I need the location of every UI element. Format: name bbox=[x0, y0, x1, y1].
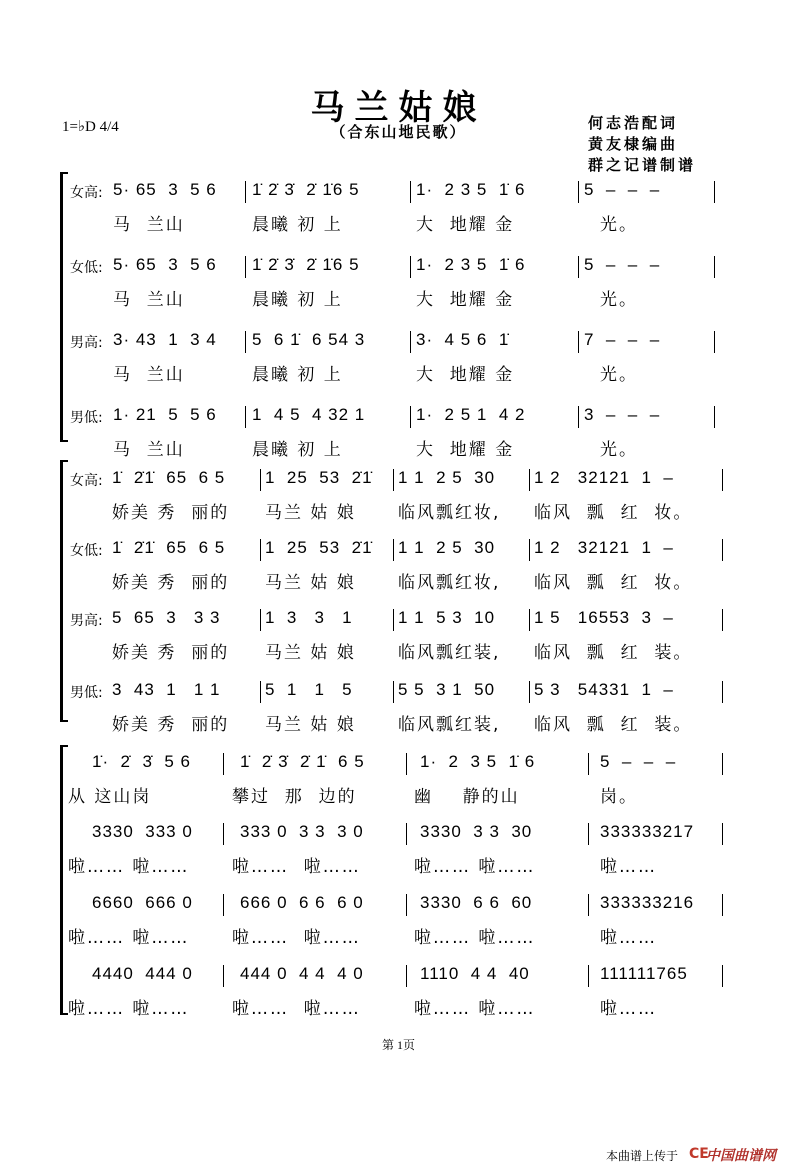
lyric-text: 临风 瓢 红 妆。 bbox=[534, 573, 693, 593]
voice-label: 女高: bbox=[70, 185, 103, 201]
barline bbox=[722, 539, 723, 561]
measure-notes: 1110 4 4 40 bbox=[420, 964, 530, 983]
measure-notes: 5· 65 3 5 6 bbox=[113, 255, 217, 274]
measure-notes: 1̇ 2̇ 3̇ 2̇ 1̇ 6 5 bbox=[240, 752, 365, 771]
credit-transcriber: 群之记谱制谱 bbox=[588, 156, 697, 174]
lyric-text: 啦…… 啦…… bbox=[232, 928, 361, 948]
measure-notes: 5· 65 3 5 6 bbox=[113, 180, 217, 199]
barline bbox=[223, 894, 224, 916]
barline bbox=[245, 181, 246, 203]
measure-notes: 5 – – – bbox=[600, 752, 677, 771]
measure-notes: 5 6 1̇ 6 54 3 bbox=[252, 330, 366, 349]
measure-notes: 1 3 3 1 bbox=[265, 608, 353, 627]
barline bbox=[260, 609, 261, 631]
measure-notes: 1 25 53 2̇1̇ bbox=[265, 538, 373, 557]
barline bbox=[578, 181, 579, 203]
measure-notes: 1̇· 2̇ 3̇ 5 6 bbox=[92, 752, 191, 771]
barline bbox=[406, 823, 407, 845]
lyric-text: 攀过 那 边的 bbox=[232, 787, 357, 807]
barline bbox=[722, 894, 723, 916]
measure-notes: 1̇ 2̇ 3̇ 2̇ 1̇6 5 bbox=[252, 180, 360, 199]
barline bbox=[223, 823, 224, 845]
measure-notes: 1 25 53 2̇1̇ bbox=[265, 468, 373, 487]
voice-label: 女低: bbox=[70, 260, 103, 276]
barline bbox=[260, 469, 261, 491]
voice-label: 男高: bbox=[70, 335, 103, 351]
barline bbox=[393, 539, 394, 561]
lyric-text: 啦…… 啦…… bbox=[68, 999, 190, 1019]
barline bbox=[578, 406, 579, 428]
barline bbox=[260, 681, 261, 703]
barline bbox=[588, 823, 589, 845]
barline bbox=[410, 181, 411, 203]
voice-label: 女低: bbox=[70, 543, 103, 559]
lyric-text: 啦…… 啦…… bbox=[232, 857, 361, 877]
barline bbox=[410, 406, 411, 428]
barline bbox=[529, 609, 530, 631]
lyric-text: 大 地耀 金 bbox=[416, 215, 515, 235]
lyric-text: 光。 bbox=[600, 290, 638, 310]
lyric-text: 幽 静的山 bbox=[414, 787, 520, 807]
page-number: 第 1页 bbox=[381, 1038, 415, 1052]
measure-notes: 1̇ 2̇1̇ 65 6 5 bbox=[112, 538, 226, 557]
measure-notes: 3330 333 0 bbox=[92, 822, 193, 841]
measure-notes: 666 0 6 6 6 0 bbox=[240, 893, 364, 912]
lyric-text: 大 地耀 金 bbox=[416, 290, 515, 310]
measure-notes: 1· 21 5 5 6 bbox=[113, 405, 217, 424]
barline bbox=[588, 894, 589, 916]
measure-notes: 3· 43 1 3 4 bbox=[113, 330, 217, 349]
barline bbox=[722, 965, 723, 987]
lyric-text: 临风瓢红妆, bbox=[398, 573, 501, 593]
measure-notes: 1 1 5 3 10 bbox=[398, 608, 496, 627]
lyric-text: 晨曦 初 上 bbox=[252, 440, 343, 460]
lyric-text: 光。 bbox=[600, 440, 638, 460]
lyric-text: 娇美 秀 丽的 bbox=[112, 643, 230, 663]
measure-notes: 6660 666 0 bbox=[92, 893, 193, 912]
lyric-text: 岗。 bbox=[600, 787, 638, 807]
barline bbox=[722, 609, 723, 631]
measure-notes: 1· 2 3 5 1̇ 6 bbox=[420, 752, 536, 771]
measure-notes: 333333217 bbox=[600, 822, 695, 841]
lyric-text: 马 兰山 bbox=[113, 440, 185, 460]
barline bbox=[245, 406, 246, 428]
lyric-text: 大 地耀 金 bbox=[416, 440, 515, 460]
measure-notes: 3330 3 3 30 bbox=[420, 822, 533, 841]
lyric-text: 啦…… bbox=[600, 999, 657, 1019]
barline bbox=[529, 681, 530, 703]
lyric-text: 从 这山岗 bbox=[68, 787, 152, 807]
credit-arranger: 黄友棣编曲 bbox=[588, 135, 679, 153]
barline bbox=[393, 681, 394, 703]
barline bbox=[588, 753, 589, 775]
lyric-text: 马兰 姑 娘 bbox=[265, 503, 356, 523]
lyric-text: 啦…… 啦…… bbox=[414, 999, 536, 1019]
song-subtitle: （合东山地民歌） bbox=[330, 123, 467, 141]
voice-label: 男低: bbox=[70, 410, 103, 426]
barline bbox=[223, 753, 224, 775]
lyric-text: 啦…… 啦…… bbox=[68, 928, 190, 948]
measure-notes: 1 2 32121 1 – bbox=[534, 468, 674, 487]
lyric-text: 啦…… 啦…… bbox=[68, 857, 190, 877]
lyric-text: 临风 瓢 红 妆。 bbox=[534, 503, 693, 523]
barline bbox=[722, 681, 723, 703]
measure-notes: 4440 444 0 bbox=[92, 964, 193, 983]
lyric-text: 马 兰山 bbox=[113, 290, 185, 310]
measure-notes: 444 0 4 4 4 0 bbox=[240, 964, 364, 983]
system-bracket bbox=[60, 172, 63, 442]
measure-notes: 3· 4 5 6 1̇ bbox=[416, 330, 510, 349]
lyric-text: 啦…… 啦…… bbox=[414, 857, 536, 877]
barline bbox=[722, 469, 723, 491]
lyric-text: 临风 瓢 红 装。 bbox=[534, 643, 693, 663]
barline bbox=[245, 331, 246, 353]
barline bbox=[578, 256, 579, 278]
lyric-text: 马 兰山 bbox=[113, 215, 185, 235]
barline bbox=[714, 331, 715, 353]
measure-notes: 7 – – – bbox=[584, 330, 661, 349]
measure-notes: 5 – – – bbox=[584, 255, 661, 274]
upload-note: 本曲谱上传于 bbox=[606, 1149, 679, 1163]
system-bracket bbox=[60, 460, 63, 722]
lyric-text: 马 兰山 bbox=[113, 365, 185, 385]
barline bbox=[245, 256, 246, 278]
song-title: 马兰姑娘 bbox=[310, 88, 487, 128]
barline bbox=[714, 256, 715, 278]
measure-notes: 333333216 bbox=[600, 893, 695, 912]
measure-notes: 1 1 2 5 30 bbox=[398, 538, 496, 557]
lyric-text: 马兰 姑 娘 bbox=[265, 643, 356, 663]
lyric-text: 啦…… bbox=[600, 857, 657, 877]
credit-lyricist: 何志浩配词 bbox=[588, 114, 679, 132]
measure-notes: 1 1 2 5 30 bbox=[398, 468, 496, 487]
lyric-text: 晨曦 初 上 bbox=[252, 365, 343, 385]
lyric-text: 啦…… 啦…… bbox=[232, 999, 361, 1019]
lyric-text: 啦…… 啦…… bbox=[414, 928, 536, 948]
voice-label: 男低: bbox=[70, 685, 103, 701]
measure-notes: 1 2 32121 1 – bbox=[534, 538, 674, 557]
lyric-text: 临风 瓢 红 装。 bbox=[534, 715, 693, 735]
barline bbox=[406, 894, 407, 916]
measure-notes: 1̇ 2̇1̇ 65 6 5 bbox=[112, 468, 226, 487]
measure-notes: 1· 2 3 5 1̇ 6 bbox=[416, 180, 526, 199]
measure-notes: 1 4 5 4 32 1 bbox=[252, 405, 366, 424]
lyric-text: 娇美 秀 丽的 bbox=[112, 715, 230, 735]
measure-notes: 1 5 16553 3 – bbox=[534, 608, 674, 627]
measure-notes: 5 – – – bbox=[584, 180, 661, 199]
lyric-text: 啦…… bbox=[600, 928, 657, 948]
measure-notes: 5 65 3 3 3 bbox=[112, 608, 221, 627]
lyric-text: 晨曦 初 上 bbox=[252, 290, 343, 310]
site-brand[interactable]: 中国曲谱网 bbox=[706, 1148, 776, 1164]
voice-label: 男高: bbox=[70, 613, 103, 629]
lyric-text: 临风瓢红妆, bbox=[398, 503, 501, 523]
lyric-text: 大 地耀 金 bbox=[416, 365, 515, 385]
lyric-text: 马兰 姑 娘 bbox=[265, 715, 356, 735]
barline bbox=[529, 469, 530, 491]
lyric-text: 临风瓢红装, bbox=[398, 643, 501, 663]
barline bbox=[722, 823, 723, 845]
lyric-text: 马兰 姑 娘 bbox=[265, 573, 356, 593]
measure-notes: 333 0 3 3 3 0 bbox=[240, 822, 364, 841]
barline bbox=[588, 965, 589, 987]
measure-notes: 5 3 54331 1 – bbox=[534, 680, 674, 699]
lyric-text: 娇美 秀 丽的 bbox=[112, 503, 230, 523]
lyric-text: 娇美 秀 丽的 bbox=[112, 573, 230, 593]
lyric-text: 光。 bbox=[600, 215, 638, 235]
key-signature: 1=♭D 4/4 bbox=[62, 119, 119, 135]
barline bbox=[714, 406, 715, 428]
site-logo-icon: CE bbox=[689, 1146, 709, 1162]
barline bbox=[260, 539, 261, 561]
measure-notes: 3 – – – bbox=[584, 405, 661, 424]
voice-label: 女高: bbox=[70, 473, 103, 489]
measure-notes: 5 5 3 1 50 bbox=[398, 680, 496, 699]
measure-notes: 3 43 1 1 1 bbox=[112, 680, 221, 699]
measure-notes: 1· 2 5 1 4 2 bbox=[416, 405, 526, 424]
barline bbox=[410, 331, 411, 353]
barline bbox=[223, 965, 224, 987]
barline bbox=[393, 469, 394, 491]
lyric-text: 光。 bbox=[600, 365, 638, 385]
barline bbox=[410, 256, 411, 278]
barline bbox=[406, 965, 407, 987]
measure-notes: 1̇ 2̇ 3̇ 2̇ 1̇6 5 bbox=[252, 255, 360, 274]
measure-notes: 5 1 1 5 bbox=[265, 680, 353, 699]
lyric-text: 晨曦 初 上 bbox=[252, 215, 343, 235]
lyric-text: 临风瓢红装, bbox=[398, 715, 501, 735]
system-bracket bbox=[60, 745, 63, 1015]
measure-notes: 1· 2 3 5 1̇ 6 bbox=[416, 255, 526, 274]
barline bbox=[393, 609, 394, 631]
barline bbox=[529, 539, 530, 561]
barline bbox=[406, 753, 407, 775]
measure-notes: 111111765 bbox=[600, 964, 688, 983]
barline bbox=[722, 753, 723, 775]
barline bbox=[714, 181, 715, 203]
measure-notes: 3330 6 6 60 bbox=[420, 893, 533, 912]
barline bbox=[578, 331, 579, 353]
